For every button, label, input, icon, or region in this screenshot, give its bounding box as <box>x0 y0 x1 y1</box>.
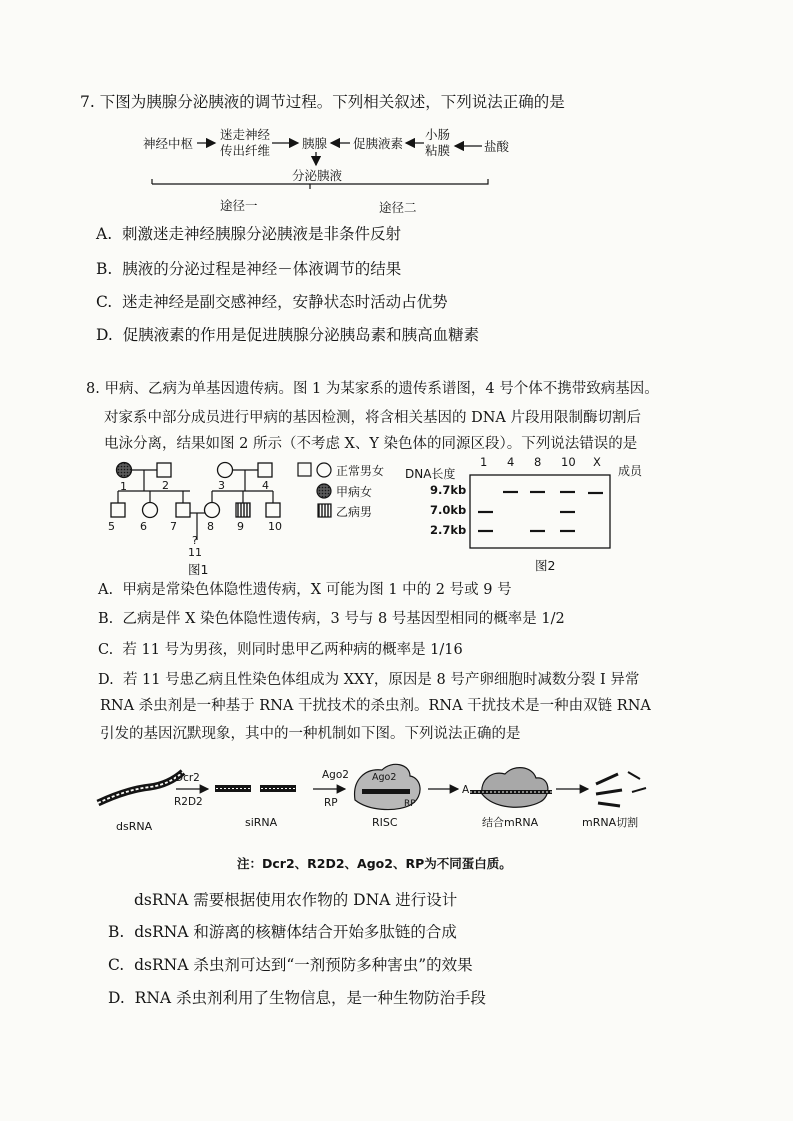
q9-stem-line1: RNA 杀虫剂是一种基于 RNA 干扰技术的杀虫剂。RNA 干扰技术是一种由双链 RNA <box>100 698 651 714</box>
q7-option-a: A. 刺激迷走神经胰腺分泌胰液是非条件反射 <box>96 225 401 243</box>
q8-option-a: A. 甲病是常染色体隐性遗传病，X 可能为图 1 中的 2 号或 9 号 <box>98 582 512 598</box>
svg-text:RP: RP <box>404 799 416 809</box>
svg-text:11: 11 <box>188 546 202 559</box>
svg-text:mRNA切割: mRNA切割 <box>582 816 639 829</box>
svg-text:Dcr2: Dcr2 <box>175 772 200 784</box>
svg-text:3: 3 <box>218 479 225 492</box>
q8-stem-line3: 电泳分离，结果如图 2 所示（不考虑 X、Y 染色体的同源区段）。下列说法错误的是 <box>104 436 638 452</box>
svg-text:10: 10 <box>268 520 282 533</box>
q9-stem-line2: 引发的基因沉默现象，其中的一种机制如下图。下列说法正确的是 <box>100 726 521 742</box>
svg-text:8: 8 <box>534 455 542 469</box>
svg-text:1: 1 <box>480 455 488 469</box>
q8-option-d: D. 若 11 号患乙病且性染色体组成为 XXY，原因是 8 号产卵细胞时减数分裂 I 异常 <box>98 672 640 688</box>
q8-option-b: B. 乙病是伴 X 染色体隐性遗传病，3 号与 8 号基因型相同的概率是 1/2 <box>98 611 565 627</box>
svg-text:甲病女: 甲病女 <box>336 485 373 499</box>
svg-text:RP: RP <box>324 797 338 809</box>
q8-stem-line2: 对家系中部分成员进行甲病的基因检测，将含相关基因的 DNA 片段用限制酶切割后 <box>104 410 641 426</box>
svg-text:dsRNA: dsRNA <box>116 820 153 833</box>
q7-label-path1: 途径一 <box>220 198 258 213</box>
q8-figure1-caption: 图1 <box>188 562 209 577</box>
q7-label-vagus2: 传出纤维 <box>220 143 271 158</box>
q8-stem-line1: 8. 甲病、乙病为单基因遗传病。图 1 为某家系的遗传系谱图，4 号个体不携带致病基因。 <box>86 381 659 397</box>
q7-option-d: D. 促胰液素的作用是促进胰腺分泌胰岛素和胰高血糖素 <box>96 326 480 344</box>
svg-text:Ago2: Ago2 <box>372 772 397 783</box>
svg-text:7: 7 <box>170 520 177 533</box>
q9-option-a: dsRNA 需要根据使用农作物的 DNA 进行设计 <box>133 891 458 909</box>
svg-text:siRNA: siRNA <box>245 816 278 829</box>
q7-label-secrete: 分泌胰液 <box>292 168 343 183</box>
q7-label-acid: 盐酸 <box>484 139 510 154</box>
q9-option-b: B. dsRNA 和游离的核糖体结合开始多肽链的合成 <box>108 923 457 941</box>
svg-text:Ago2: Ago2 <box>322 769 349 781</box>
q7-option-c: C. 迷走神经是副交感神经，安静状态时活动占优势 <box>96 293 448 311</box>
svg-text:2.7kb: 2.7kb <box>430 523 467 537</box>
q7-label-intestine2: 粘膜 <box>425 143 451 158</box>
q7-option-b: B. 胰液的分泌过程是神经－体液调节的结果 <box>96 260 402 278</box>
svg-text:9.7kb: 9.7kb <box>430 483 467 497</box>
svg-text:结合mRNA: 结合mRNA <box>482 816 539 829</box>
svg-text:1: 1 <box>120 480 127 493</box>
svg-text:8: 8 <box>207 520 214 533</box>
svg-text:?: ? <box>192 534 198 547</box>
svg-text:6: 6 <box>140 520 147 533</box>
q7-label-pancreas: 胰腺 <box>302 136 328 151</box>
svg-text:成员: 成员 <box>618 464 643 478</box>
svg-text:DNA长度: DNA长度 <box>405 467 456 481</box>
svg-text:正常男女: 正常男女 <box>336 464 385 478</box>
svg-text:10: 10 <box>561 455 576 469</box>
q8-figure2-caption: 图2 <box>535 558 556 573</box>
svg-text:RISC: RISC <box>372 816 398 829</box>
svg-text:4: 4 <box>507 455 515 469</box>
q7-label-center: 神经中枢 <box>143 136 194 151</box>
q9-option-d: D. RNA 杀虫剂利用了生物信息，是一种生物防治手段 <box>108 989 487 1007</box>
svg-text:9: 9 <box>237 520 244 533</box>
q7-label-path2: 途径二 <box>379 200 417 215</box>
q7-label-intestine1: 小肠 <box>425 127 451 142</box>
svg-text:7.0kb: 7.0kb <box>430 503 467 517</box>
q9-option-c: C. dsRNA 杀虫剂可达到“一剂预防多种害虫”的效果 <box>108 956 473 974</box>
q7-label-secretin: 促胰液素 <box>353 136 404 151</box>
svg-text:乙病男: 乙病男 <box>336 505 373 519</box>
q7-label-vagus1: 迷走神经 <box>220 127 271 142</box>
svg-text:R2D2: R2D2 <box>174 796 203 808</box>
q7-stem: 7. 下图为胰腺分泌胰液的调节过程。下列相关叙述，下列说法正确的是 <box>80 93 565 111</box>
q8-option-c: C. 若 11 号为男孩，则同时患甲乙两种病的概率是 1/16 <box>98 642 463 658</box>
q9-note: 注：Dcr2、R2D2、Ago2、RP为不同蛋白质。 <box>237 856 512 871</box>
svg-text:2: 2 <box>162 479 169 492</box>
svg-text:5: 5 <box>108 520 115 533</box>
svg-text:X: X <box>593 455 601 469</box>
svg-text:A: A <box>462 784 470 796</box>
svg-text:4: 4 <box>262 479 269 492</box>
